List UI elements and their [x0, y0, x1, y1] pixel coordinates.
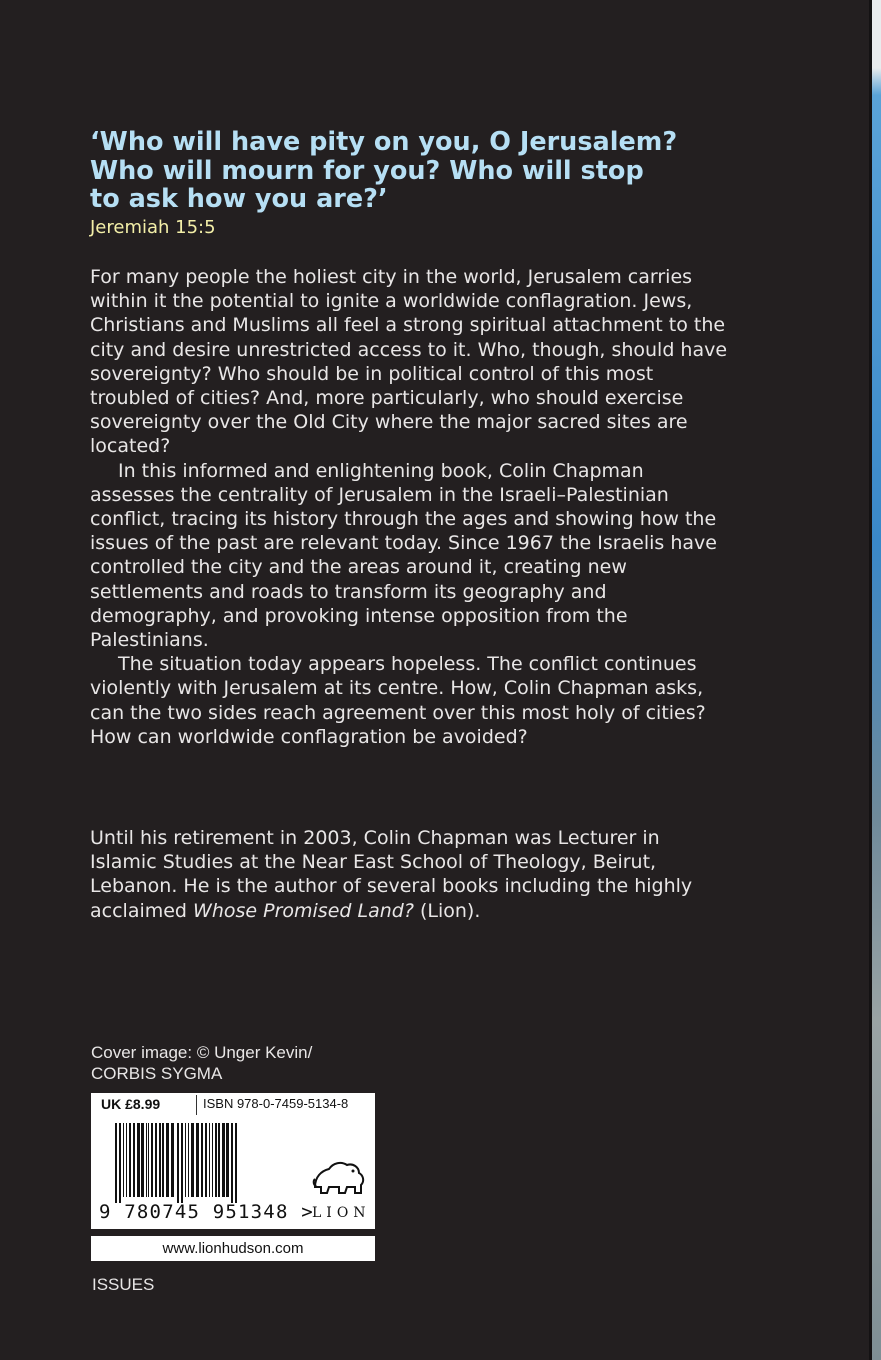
barcode-bar	[218, 1123, 220, 1197]
barcode-bar	[171, 1123, 174, 1197]
publisher-logo-text: LION	[312, 1205, 371, 1221]
divider	[196, 1095, 197, 1115]
cover-image-credit	[91, 1042, 312, 1084]
barcode-bar	[159, 1123, 161, 1197]
barcode-box	[91, 1117, 375, 1229]
barcode-bar	[185, 1123, 186, 1197]
blurb-paragraph: For many people the holiest city in the world, Jerusalem carries within it the potential to ignite a worldwide conflagration. Jews, Christians and Muslims all feel a strong spiritual attachment to the city and desire unrestricted access to it. Who, though, should have sovereignty? Who should be in political control of this most troubled of cities? And, more particularly, who should exercise sovereignty over the Old City where the major sacred sites are located?	[90, 266, 728, 458]
price: UK £8.99	[101, 1096, 161, 1112]
barcode-bar	[148, 1123, 149, 1197]
barcode-bar	[129, 1123, 131, 1197]
barcode-bar	[235, 1123, 237, 1203]
blurb-paragraph: The situation today appears hopeless. The conflict continues violently with Jerusalem at its centre. How, Colin Chapman asks, can the two sides reach agreement over this most holy of cities? How can worldwide conflagration be avoided?	[90, 653, 706, 748]
book-blurb	[90, 265, 730, 749]
spine-edge	[872, 0, 881, 1360]
barcode-bar	[137, 1123, 140, 1197]
barcode-icon	[91, 1117, 301, 1203]
barcode-bar	[222, 1123, 225, 1197]
author-bio-text: Until his retirement in 2003, Colin Chapman was Lecturer in Islamic Studies at the Near East School of Theology, Beirut, Lebanon. He is the author of several books including the highly acclaimed	[90, 827, 693, 922]
quote-line: Who will mourn for you? Who will stop	[90, 155, 644, 186]
author-bio	[90, 826, 730, 923]
barcode-bar	[133, 1123, 135, 1197]
barcode-bar	[119, 1123, 121, 1203]
epigraph-quote	[90, 128, 730, 214]
barcode-bar	[231, 1123, 233, 1203]
barcode-bar	[226, 1123, 229, 1197]
barcode-bar	[162, 1123, 164, 1197]
barcode-bar	[188, 1123, 189, 1197]
barcode-bar	[177, 1123, 179, 1203]
barcode-bar	[151, 1123, 153, 1197]
barcode-bar	[212, 1123, 213, 1197]
book-category: ISSUES	[92, 1275, 155, 1294]
barcode-bar	[115, 1123, 117, 1203]
author-bio-text-end: (Lion).	[413, 899, 481, 922]
blurb-paragraph: In this informed and enlightening book, Colin Chapman assesses the centrality of Jerusalem in the Israeli–Palestinian conflict, tracing its history through the ages and showing how the issues of the past are relevant today. Since 1967 the Israelis have controlled the city and the areas around it, creating new settlements and roads to transform its geography and demography, and provoking intense opposition from the Palestinians.	[90, 459, 717, 652]
publisher-website[interactable]: www.lionhudson.com	[162, 1240, 304, 1257]
barcode-bar	[181, 1123, 183, 1203]
barcode-bar	[205, 1123, 207, 1197]
price-isbn-box	[91, 1093, 375, 1117]
related-book-title: Whose Promised Land?	[193, 899, 414, 922]
website-box	[91, 1236, 375, 1261]
barcode-bar	[123, 1123, 124, 1197]
barcode-bar	[209, 1123, 210, 1197]
barcode-bar	[191, 1123, 194, 1197]
quote-reference: Jeremiah 15:5	[90, 217, 216, 238]
barcode-bar	[201, 1123, 203, 1197]
barcode-digits: 9 780745 951348 >	[99, 1201, 314, 1223]
barcode-bar	[146, 1123, 147, 1197]
barcode-bar	[141, 1123, 144, 1197]
quote-line: ‘Who will have pity on you, O Jerusalem?	[90, 127, 678, 157]
quote-line: to ask how you are?’	[90, 184, 388, 214]
credit-line: Cover image: © Unger Kevin/	[91, 1043, 313, 1062]
isbn: ISBN 978-0-7459-5134-8	[203, 1096, 349, 1111]
barcode-bar	[215, 1123, 217, 1197]
barcode-bar	[196, 1123, 199, 1197]
lion-logo-icon	[311, 1157, 367, 1201]
credit-line: CORBIS SYGMA	[91, 1064, 223, 1083]
barcode-bar	[126, 1123, 127, 1197]
barcode-bar	[155, 1123, 157, 1197]
barcode-bar	[166, 1123, 169, 1197]
